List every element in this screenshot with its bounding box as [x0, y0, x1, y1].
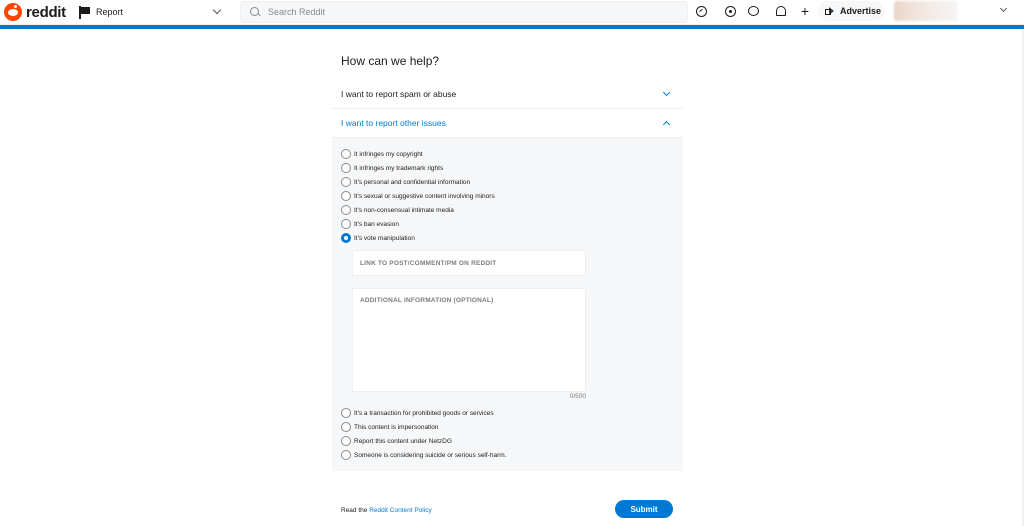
radio-option-prohibited-goods[interactable] — [341, 407, 494, 419]
radio-option-copyright[interactable] — [341, 148, 423, 160]
char-counter: 0/500 — [569, 393, 586, 400]
radio-button[interactable] — [341, 177, 351, 187]
radio-option-vote-manipulation[interactable] — [341, 232, 415, 244]
flag-icon — [78, 6, 90, 19]
logo-text: reddit — [26, 3, 66, 21]
link-input[interactable] — [352, 250, 586, 276]
radio-option-ban-evasion[interactable] — [341, 218, 399, 230]
radio-option-personal-info[interactable] — [341, 176, 470, 188]
radio-label: It's sexual or suggestive content involving minors — [354, 192, 495, 200]
policy-notice — [341, 507, 432, 514]
radio-button[interactable] — [341, 149, 351, 159]
radio-button[interactable] — [341, 163, 351, 173]
accordion-spam-abuse[interactable] — [332, 80, 683, 109]
radio-button[interactable] — [341, 191, 351, 201]
reddit-logo[interactable] — [4, 2, 66, 22]
chevron-down-icon — [213, 6, 221, 14]
content-policy-link[interactable]: Reddit Content Policy — [369, 507, 432, 514]
accordion-label: I want to report other issues — [341, 118, 446, 128]
search-bar[interactable] — [240, 1, 688, 23]
create-post-icon[interactable]: + — [800, 3, 810, 19]
accordion-other-issues[interactable] — [332, 109, 683, 138]
policy-prefix: Read the — [341, 507, 370, 514]
submit-button[interactable]: Submit — [615, 500, 673, 518]
top-nav — [0, 0, 1024, 25]
chevron-down-icon — [663, 89, 670, 96]
search-icon — [250, 7, 260, 17]
radio-label: It infringes my copyright — [354, 150, 423, 158]
radio-label: It's personal and confidential information — [354, 178, 471, 186]
reddit-snoo-icon — [4, 3, 22, 21]
community-label: Report — [96, 7, 124, 17]
notification-bell-icon[interactable] — [773, 3, 789, 19]
chevron-up-icon — [663, 121, 670, 128]
radio-label: Someone is considering suicide or serious self-harm. — [354, 451, 507, 459]
radio-label: It infringes my trademark rights — [354, 164, 444, 172]
advertise-button[interactable] — [818, 1, 884, 21]
radio-button-selected[interactable] — [341, 233, 351, 243]
radio-option-self-harm[interactable] — [341, 449, 506, 461]
radio-button[interactable] — [341, 450, 351, 460]
popular-icon[interactable] — [693, 3, 709, 19]
radio-option-minors[interactable] — [341, 190, 495, 202]
header-accent-bar — [0, 25, 1024, 29]
radio-option-trademark[interactable] — [341, 162, 443, 174]
radio-option-impersonation[interactable] — [341, 421, 439, 433]
radio-label: It's non-consensual intimate media — [354, 206, 454, 214]
radio-button[interactable] — [341, 219, 351, 229]
radio-button[interactable] — [341, 408, 351, 418]
radio-label: Report this content under NetzDG — [354, 437, 452, 445]
megaphone-icon — [825, 7, 835, 15]
chat-icon[interactable] — [745, 3, 761, 19]
user-menu-chevron-icon[interactable] — [1000, 5, 1007, 12]
radio-label: It's vote manipulation — [354, 234, 415, 242]
radio-option-intimate-media[interactable] — [341, 204, 454, 216]
radio-button[interactable] — [341, 205, 351, 215]
community-dropdown[interactable] — [78, 3, 228, 21]
radio-label: It's a transaction for prohibited goods or services — [354, 409, 494, 417]
additional-info-textarea[interactable] — [352, 288, 586, 392]
accordion-label: I want to report spam or abuse — [341, 89, 457, 99]
page-title: How can we help? — [341, 54, 440, 68]
radio-button[interactable] — [341, 436, 351, 446]
search-input[interactable] — [266, 6, 670, 18]
coins-icon[interactable] — [722, 3, 738, 19]
other-issues-panel — [332, 138, 683, 471]
radio-label: This content is impersonation — [354, 423, 439, 431]
radio-option-netzdg[interactable] — [341, 435, 452, 447]
user-menu-avatar[interactable] — [894, 1, 958, 21]
advertise-label: Advertise — [840, 6, 882, 16]
radio-button[interactable] — [341, 422, 351, 432]
radio-label: It's ban evasion — [354, 220, 399, 228]
